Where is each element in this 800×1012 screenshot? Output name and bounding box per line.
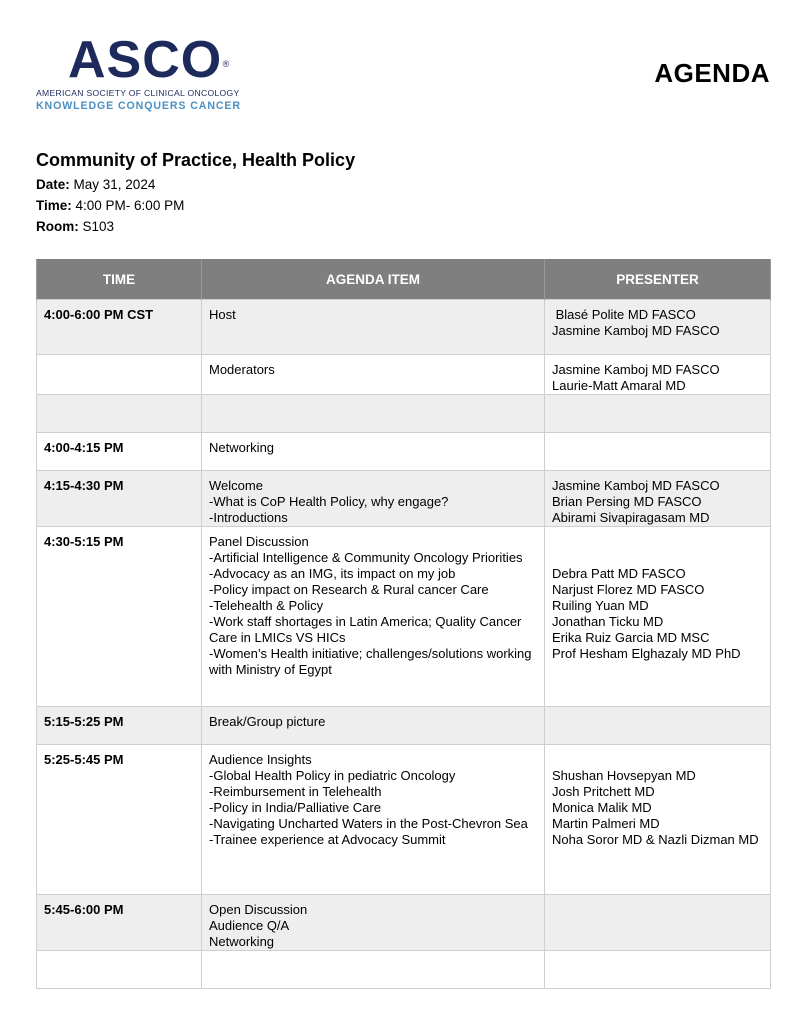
agenda-presenter-cell	[545, 895, 771, 951]
agenda-item-line: Audience Insights	[209, 752, 312, 767]
presenter-name: Laurie-Matt Amaral MD	[552, 378, 686, 393]
agenda-item-line: Networking	[209, 440, 275, 455]
agenda-item-line: -Reimbursement in Telehealth	[209, 784, 382, 799]
presenter-name: Debra Patt MD FASCO	[552, 566, 686, 581]
agenda-time-cell: 4:30-5:15 PM	[37, 527, 202, 707]
agenda-item-line: -Telehealth & Policy	[209, 598, 324, 613]
agenda-item-line: Welcome	[209, 478, 263, 493]
agenda-item-cell	[202, 433, 545, 471]
agenda-item-line: -Policy impact on Research & Rural cancer Care	[209, 582, 489, 597]
agenda-presenter-cell	[545, 471, 771, 527]
agenda-item-line: -Women’s Health initiative; challenges/solutions working with Ministry of Egypt	[209, 646, 532, 677]
agenda-time-cell	[37, 951, 202, 989]
presenter-name: Martin Palmeri MD	[552, 816, 660, 831]
presenter-name: Josh Pritchett MD	[552, 784, 655, 799]
agenda-item-line: -What is CoP Health Policy, why engage?	[209, 494, 449, 509]
agenda-time-cell: 4:00-4:15 PM	[37, 433, 202, 471]
logo-mark: ASCO ®	[68, 31, 231, 89]
logo-org-name: AMERICAN SOCIETY OF CLINICAL ONCOLOGY	[36, 88, 240, 98]
agenda-presenter-cell	[545, 395, 771, 433]
agenda-item-line: -Navigating Uncharted Waters in the Post-Chevron Sea	[209, 816, 528, 831]
agenda-presenter-cell	[545, 707, 771, 745]
agenda-item-line: -Trainee experience at Advocacy Summit	[209, 832, 446, 847]
header-time: TIME	[37, 259, 202, 300]
agenda-item-line: Open Discussion	[209, 902, 308, 917]
agenda-item-line: Moderators	[209, 362, 275, 377]
agenda-item-line: -Global Health Policy in pediatric Oncology	[209, 768, 456, 783]
agenda-row	[37, 395, 771, 433]
presenter-name: Shushan Hovsepyan MD	[552, 768, 696, 783]
agenda-item-cell	[202, 745, 545, 895]
presenter-name: Narjust Florez MD FASCO	[552, 582, 705, 597]
agenda-item-line: -Artificial Intelligence & Community Oncology Priorities	[209, 550, 523, 565]
agenda-time-cell	[37, 355, 202, 395]
agenda-item-cell	[202, 527, 545, 707]
agenda-time-cell	[37, 395, 202, 433]
event-time: Time: 4:00 PM- 6:00 PM	[36, 198, 185, 213]
agenda-item-cell	[202, 355, 545, 395]
agenda-row	[37, 471, 771, 527]
presenter-name: Jasmine Kamboj MD FASCO	[552, 478, 720, 493]
agenda-presenter-cell	[545, 745, 771, 895]
agenda-row	[37, 355, 771, 395]
presenter-name: Noha Soror MD & Nazli Dizman MD	[552, 832, 759, 847]
agenda-row	[37, 745, 771, 895]
agenda-row	[37, 951, 771, 989]
agenda-presenter-cell	[545, 527, 771, 707]
presenter-name: Ruiling Yuan MD	[552, 598, 649, 613]
agenda-item-line: Break/Group picture	[209, 714, 326, 729]
agenda-row	[37, 527, 771, 707]
agenda-item-cell	[202, 707, 545, 745]
asco-logo	[36, 31, 266, 112]
agenda-item-line: Host	[209, 307, 236, 322]
agenda-time-cell: 4:15-4:30 PM	[37, 471, 202, 527]
agenda-item-line: Networking	[209, 934, 275, 949]
agenda-row	[37, 895, 771, 951]
presenter-name: Monica Malik MD	[552, 800, 652, 815]
agenda-row	[37, 433, 771, 471]
agenda-item-cell	[202, 395, 545, 433]
presenter-name: Prof Hesham Elghazaly MD PhD	[552, 646, 741, 661]
agenda-item-line: -Advocacy as an IMG, its impact on my job	[209, 566, 456, 581]
agenda-presenter-cell	[545, 300, 771, 355]
presenter-name: Abirami Sivapiragasam MD	[552, 510, 710, 525]
agenda-heading: AGENDA	[654, 58, 770, 88]
agenda-table-header	[37, 259, 771, 300]
agenda-table	[36, 259, 771, 989]
agenda-item-line: -Introductions	[209, 510, 288, 525]
agenda-time-cell: 5:15-5:25 PM	[37, 707, 202, 745]
presenter-name: Jonathan Ticku MD	[552, 614, 664, 629]
logo-tagline: KNOWLEDGE CONQUERS CANCER	[36, 100, 241, 112]
agenda-time-cell: 5:25-5:45 PM	[37, 745, 202, 895]
agenda-time-cell: 5:45-6:00 PM	[37, 895, 202, 951]
presenter-name: Jasmine Kamboj MD FASCO	[552, 362, 720, 377]
agenda-presenter-cell	[545, 355, 771, 395]
presenter-name: Blasé Polite MD FASCO	[552, 307, 696, 322]
agenda-item-line: Panel Discussion	[209, 534, 309, 549]
event-room: Room: S103	[36, 219, 115, 234]
agenda-item-cell	[202, 300, 545, 355]
agenda-time-cell: 4:00-6:00 PM CST	[37, 300, 202, 355]
agenda-presenter-cell	[545, 951, 771, 989]
agenda-item-cell	[202, 951, 545, 989]
header-presenter: PRESENTER	[545, 259, 771, 300]
presenter-name: Brian Persing MD FASCO	[552, 494, 702, 509]
event-date: Date: May 31, 2024	[36, 177, 156, 192]
agenda-item-line: -Policy in India/Palliative Care	[209, 800, 381, 815]
agenda-presenter-cell	[545, 433, 771, 471]
header-agenda-item: AGENDA ITEM	[202, 259, 545, 300]
agenda-item-cell	[202, 471, 545, 527]
agenda-row	[37, 707, 771, 745]
agenda-item-cell	[202, 895, 545, 951]
agenda-item-line: -Work staff shortages in Latin America; Quality Cancer Care in LMICs VS HICs	[209, 614, 522, 645]
presenter-name: Erika Ruiz Garcia MD MSC	[552, 630, 710, 645]
agenda-item-line: Audience Q/A	[209, 918, 290, 933]
agenda-row	[37, 300, 771, 355]
presenter-name: Jasmine Kamboj MD FASCO	[552, 323, 720, 338]
event-title: Community of Practice, Health Policy	[36, 150, 356, 170]
